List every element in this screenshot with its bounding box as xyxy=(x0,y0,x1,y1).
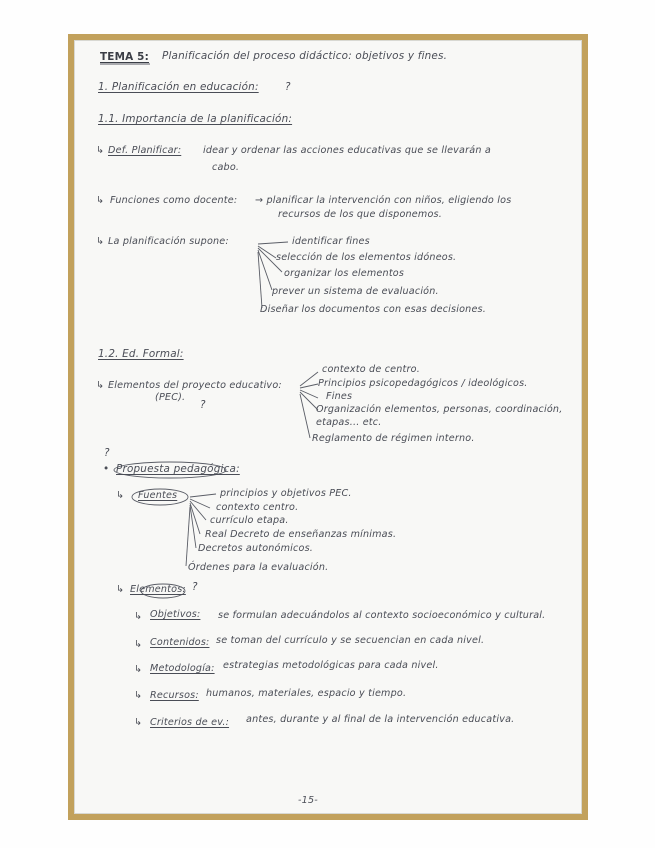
objetivos-label: Objetivos: xyxy=(150,609,201,620)
arrow-icon: ↳ xyxy=(96,236,105,247)
contenidos-text: se toman del currículo y se secuencian en cada nivel. xyxy=(216,635,485,646)
arrow-icon: ↳ xyxy=(116,490,125,501)
question-mark: ? xyxy=(104,447,110,459)
arrow-icon: ↳ xyxy=(134,611,143,622)
arrow-icon: ↳ xyxy=(116,584,125,595)
tema-title: Planificación del proceso didáctico: objetivos y fines. xyxy=(162,50,448,62)
pec-item: etapas... etc. xyxy=(316,417,382,428)
fuentes-item: currículo etapa. xyxy=(210,515,289,526)
fuentes-item: Órdenes para la evaluación. xyxy=(188,562,329,573)
question-mark: ? xyxy=(285,81,291,93)
arrow-icon: ↳ xyxy=(134,664,143,675)
arrow-icon: ↳ xyxy=(96,145,105,156)
contenidos-label: Contenidos: xyxy=(150,637,210,648)
arrow-icon: ↳ xyxy=(134,717,143,728)
arrow-icon: ↳ xyxy=(96,380,105,391)
bullet-icon: • xyxy=(103,463,110,475)
def-text-2: cabo. xyxy=(212,162,240,173)
objetivos-text: se formulan adecuándolos al contexto socioeconómico y cultural. xyxy=(218,610,546,621)
def-label: Def. Planificar: xyxy=(108,145,182,156)
section-1-1-title: 1.1. Importancia de la planificación: xyxy=(98,113,293,125)
criterios-text: antes, durante y al final de la intervención educativa. xyxy=(246,714,515,725)
fuentes-label: Fuentes xyxy=(138,490,178,501)
fuentes-item: Decretos autonómicos. xyxy=(198,543,314,554)
metodologia-label: Metodología: xyxy=(150,663,215,674)
supone-item: identificar fines xyxy=(292,236,370,247)
supone-item: selección de los elementos idóneos. xyxy=(276,252,457,263)
pec-label: Elementos del proyecto educativo: xyxy=(108,380,282,391)
section-1-2-title: 1.2. Ed. Formal: xyxy=(98,348,184,360)
arrow-icon: ↳ xyxy=(96,195,105,206)
pec-item: contexto de centro. xyxy=(322,364,420,375)
elementos-label: Elementos: xyxy=(130,584,186,595)
pec-item: Fines xyxy=(326,391,353,402)
fuentes-item: principios y objetivos PEC. xyxy=(220,488,352,499)
pec-label-abbr: (PEC). xyxy=(155,392,186,403)
func-text-2: recursos de los que disponemos. xyxy=(278,209,442,220)
fuentes-item: contexto centro. xyxy=(216,502,299,513)
supone-label: La planificación supone: xyxy=(108,236,229,247)
propuesta-title: Propuesta pedagógica: xyxy=(116,463,240,475)
pec-item: Organización elementos, personas, coordinación, xyxy=(316,404,563,415)
criterios-label: Criterios de ev.: xyxy=(150,717,230,728)
pec-item: Reglamento de régimen interno. xyxy=(312,433,475,444)
question-mark: ? xyxy=(192,581,198,593)
fuentes-item: Real Decreto de enseñanzas mínimas. xyxy=(205,529,397,540)
supone-item: Diseñar los documentos con esas decisiones. xyxy=(260,304,487,315)
arrow-icon: ↳ xyxy=(134,639,143,650)
section-1-title: 1. Planificación en educación: xyxy=(98,81,259,93)
arrow-icon: ↳ xyxy=(134,690,143,701)
page-number: -15- xyxy=(298,795,318,806)
def-text-1: idear y ordenar las acciones educativas que se llevarán a xyxy=(203,145,491,156)
supone-item: organizar los elementos xyxy=(284,268,405,279)
supone-item: prever un sistema de evaluación. xyxy=(272,286,439,297)
recursos-text: humanos, materiales, espacio y tiempo. xyxy=(206,688,407,699)
question-mark: ? xyxy=(200,399,206,411)
func-text-1: → planificar la intervención con niños, eligiendo los xyxy=(255,195,512,206)
tema-label: TEMA 5: xyxy=(100,51,149,63)
metodologia-text: estrategias metodológicas para cada nivel. xyxy=(223,660,439,671)
pec-item: Principios psicopedagógicos / ideológicos. xyxy=(318,378,528,389)
recursos-label: Recursos: xyxy=(150,690,199,701)
func-label: Funciones como docente: xyxy=(110,195,238,206)
